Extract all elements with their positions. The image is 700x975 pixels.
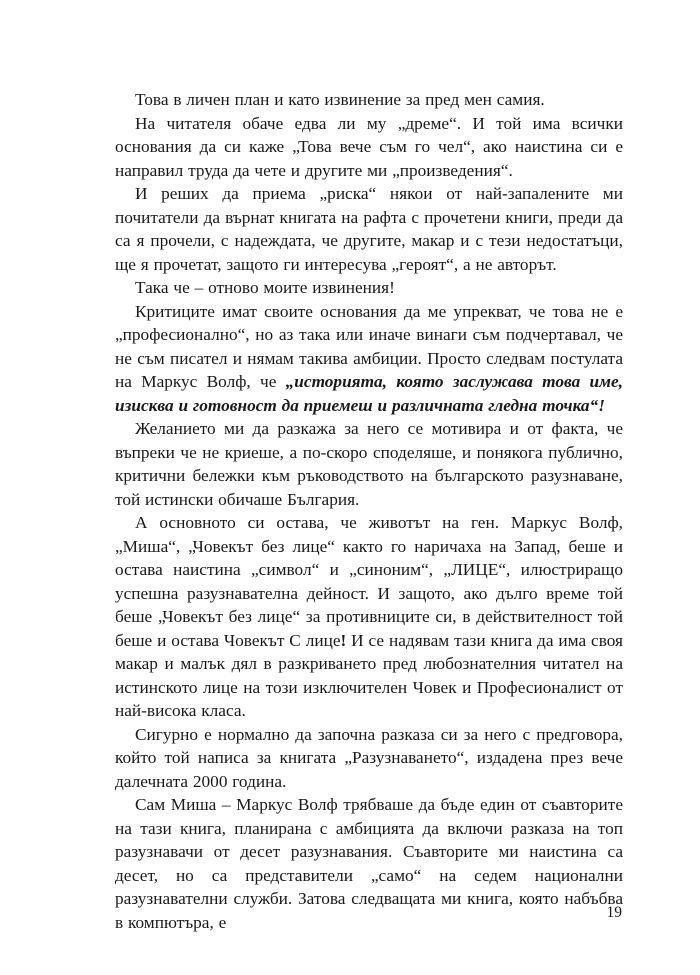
paragraph-5-text: Критиците имат своите основания да ме упрекват, че това не е „професионално“, но аз така или иначе винаги съм подчертавал, че не съм писател и нямам такива амбиции. Просто следвам постулата на Маркус Волф, че [115,301,623,391]
paragraph-9: Сам Миша – Маркус Волф трябваше да бъде един от съавторите на тази книга, планирана с амбицията да включи разказа на топ разузнавачи от десет разузнавания. Съавторите ми наистина са десет, но са представители „само“ на седем национални разузнавателни служби. Затова следващата ми книга, която набъбва в компютъра, е [115,795,623,932]
paragraph-4: Така че – отново моите извинения! [135,278,395,297]
paragraph-7-text: А основното си остава, че животът на ген. Маркус Волф, „Миша“, „Човекът без лице“ както го наричаха на Запад, беше и остава наистина „символ“ и „синоним“, „ЛИЦЕ“, илюстриращо успешна разузнавателна дейност. И защото, ако дълго време той беше „Човекът без лице“ за противниците си, в действителност той беше и остава Човекът С лице [115,513,623,650]
paragraph-6: Желанието ми да разкажа за него се мотивира и от факта, че въпреки че не криеше, а по-скоро споделяше, и понякога публично, критични бележки към ръководството на българското разузнаване, той истински обичаше България. [115,419,623,509]
page-body-text [115,88,623,934]
paragraph-7 [115,511,623,723]
paragraph-2: На читателя обаче едва ли му „дреме“. И той има всички основания да си каже „Това вече съм го чел“, ако наистина си е направил труда да чете и другите ми „произведения“. [115,113,623,180]
paragraph-8: Сигурно е нормално да започна разказа си за него с предговора, който той написа за книгата „Разузнаването“, издадена през вече далечната 2000 година. [115,724,623,791]
paragraph-5 [115,300,623,418]
paragraph-7-emphasis: ! [340,630,347,650]
paragraph-1: Това в личен план и като извинение за пред мен самия. [135,90,545,109]
paragraph-7-text-after: И се надявам тази книга да има своя макар и малък дял в разкриването пред любознателния читател на истинското лице на този изключителен Човек и Професионалист от най-висока класа. [115,630,623,720]
paragraph-3: И реших да приема „риска“ някои от най-запалените ми почитатели да върнат книгата на рафта с прочетени книги, преди да са я прочели, с надеждата, че другите, макар и с тези недостатъци, ще я прочетат, защото ги интересува „героят“, а не авторът. [115,184,623,274]
page-number: 19 [606,904,622,921]
paragraph-5-emphasis: „историята, която заслужава това име, изисква и готовност да приемеш и различната гледна точка“! [115,372,623,415]
